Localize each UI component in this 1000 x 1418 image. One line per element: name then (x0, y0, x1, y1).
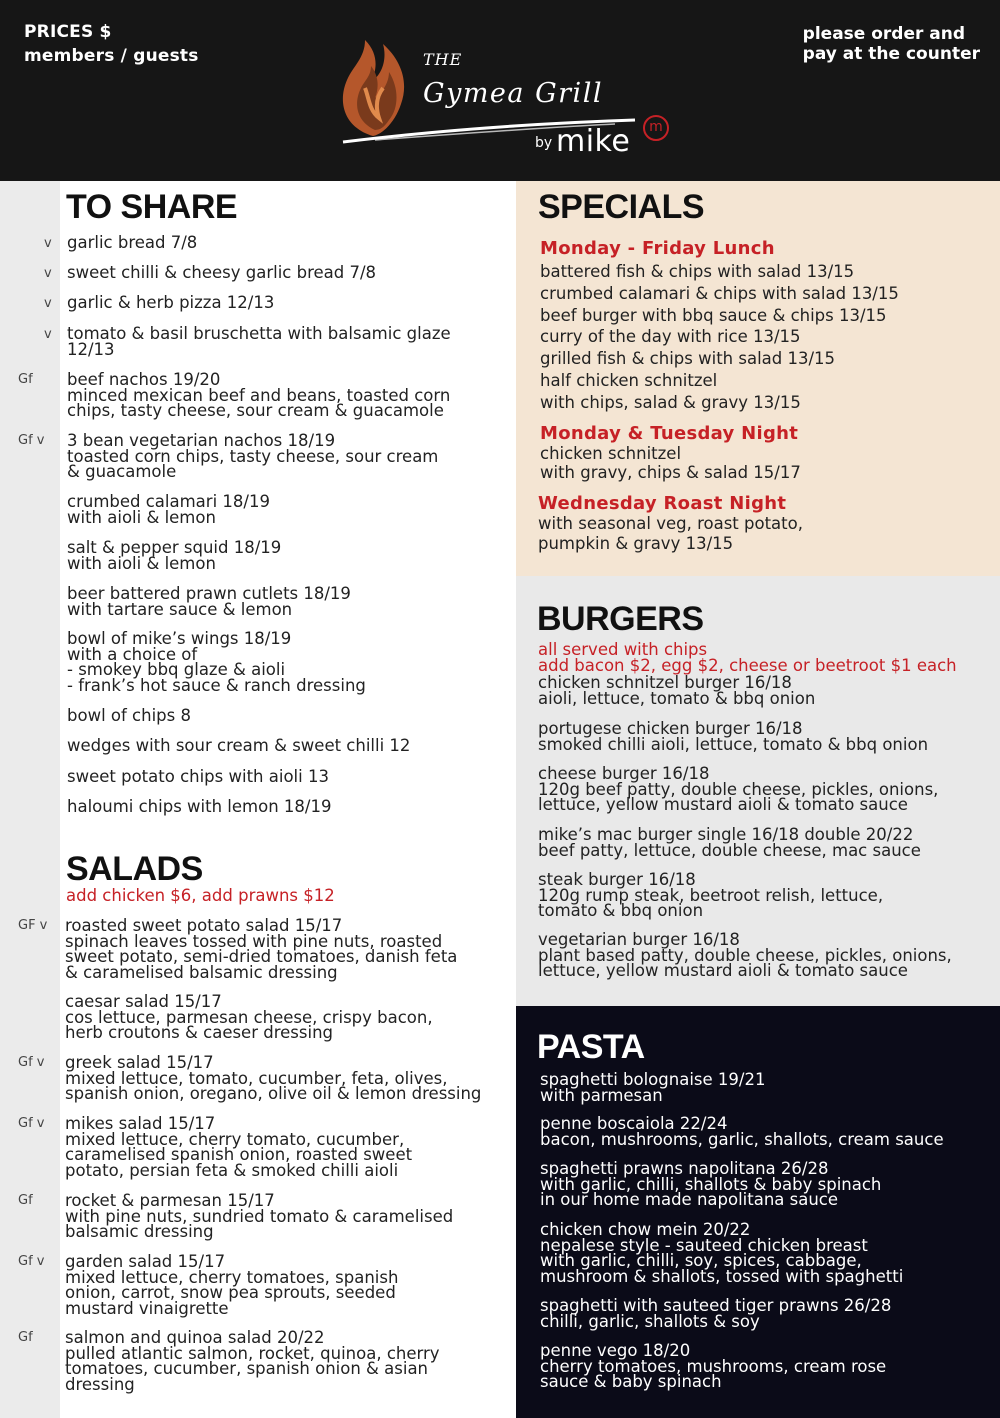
specials-title: SPECIALS (538, 188, 705, 226)
logo-name: Gymea Grill (423, 78, 603, 109)
specials-line: half chicken schnitzel (540, 371, 718, 390)
menu-item: spaghetti with sauteed tiger prawns 26/28 chilli, garlic, shallots & soy (540, 1296, 892, 1331)
dietary-tag: Gf v (18, 433, 45, 448)
dietary-tag: Gf v (18, 1254, 45, 1269)
logo-m-badge: m (643, 115, 669, 141)
menu-item: garden salad 15/17 mixed lettuce, cherry tomatoes, spanish onion, carrot, snow pea sprouts, seeded mustard vinaigrette (65, 1252, 399, 1318)
specials-panel (516, 181, 1000, 576)
gymea-grill-logo (335, 18, 675, 173)
logo-the: THE (423, 50, 463, 69)
dietary-tag: Gf v (18, 1116, 45, 1131)
menu-item: wedges with sour cream & sweet chilli 12 (67, 736, 411, 755)
menu-item: crumbed calamari 18/19 with aioli & lemon (67, 492, 270, 527)
dietary-tag: v (44, 236, 52, 251)
menu-item: cheese burger 16/18 120g beef patty, double cheese, pickles, onions, lettuce, yellow mustard aioli & tomato sauce (538, 764, 939, 814)
dietary-tag: Gf (18, 1330, 33, 1345)
menu-item: greek salad 15/17 mixed lettuce, tomato, cucumber, feta, olives, spanish onion, oregano, olive oil & lemon dressing (65, 1053, 482, 1103)
dietary-tag: v (44, 296, 52, 311)
menu-item: penne boscaiola 22/24 bacon, mushrooms, garlic, shallots, cream sauce (540, 1114, 944, 1149)
menu-item: penne vego 18/20 cherry tomatoes, mushrooms, cream rose sauce & baby spinach (540, 1341, 887, 1391)
menu-item: 3 bean vegetarian nachos 18/19 toasted corn chips, tasty cheese, sour cream & guacamole (67, 431, 439, 481)
dietary-tag: Gf (18, 1193, 33, 1208)
specials-line: battered fish & chips with salad 13/15 (540, 262, 855, 281)
menu-item: beef nachos 19/20 minced mexican beef and beans, toasted corn chips, tasty cheese, sour cream & guacamole (67, 370, 451, 420)
logo-mike: mike (556, 124, 631, 159)
salads-addon-note: add chicken $6, add prawns $12 (66, 886, 335, 905)
menu-item: salt & pepper squid 18/19 with aioli & lemon (67, 538, 282, 573)
burgers-title: BURGERS (537, 600, 704, 638)
specials-heading: Wednesday Roast Night (538, 493, 787, 514)
specials-heading: Monday & Tuesday Night (540, 423, 799, 444)
dietary-tag: v (44, 266, 52, 281)
menu-item: sweet chilli & cheesy garlic bread 7/8 (67, 263, 377, 282)
specials-line: crumbed calamari & chips with salad 13/15 (540, 284, 899, 303)
specials-line: with gravy, chips & salad 15/17 (540, 463, 801, 482)
menu-item: chicken chow mein 20/22 nepalese style - sauteed chicken breast with garlic, chilli, soy, spices, cabbage, mushroom & shallots, tossed with spaghetti (540, 1220, 904, 1286)
to-share-title: TO SHARE (66, 188, 238, 226)
pasta-title: PASTA (537, 1028, 645, 1066)
menu-item: mikes salad 15/17 mixed lettuce, cherry tomato, cucumber, caramelised spanish onion, roasted sweet potato, persian feta & smoked chilli aioli (65, 1114, 413, 1180)
specials-line: with seasonal veg, roast potato, (538, 514, 803, 533)
menu-item: bowl of chips 8 (67, 706, 191, 725)
specials-line: grilled fish & chips with salad 13/15 (540, 349, 836, 368)
burgers-panel (516, 576, 1000, 1006)
menu-item: bowl of mike’s wings 18/19 with a choice of - smokey bbq glaze & aioli - frank’s hot sauce & ranch dressing (67, 629, 366, 695)
menu-item: chicken schnitzel burger 16/18 aioli, lettuce, tomato & bbq onion (538, 673, 816, 708)
menu-item: rocket & parmesan 15/17 with pine nuts, sundried tomato & caramelised balsamic dressing (65, 1191, 454, 1241)
salads-title: SALADS (66, 850, 203, 888)
specials-line: with chips, salad & gravy 13/15 (540, 393, 801, 412)
dietary-tag: GF v (18, 918, 48, 933)
specials-line: pumpkin & gravy 13/15 (538, 534, 734, 553)
dietary-tag: v (44, 327, 52, 342)
burgers-note: all served with chips add bacon $2, egg $2, cheese or beetroot $1 each (538, 640, 957, 675)
menu-item: spaghetti bolognaise 19/21 with parmesan (540, 1070, 766, 1105)
specials-line: beef burger with bbq sauce & chips 13/15 (540, 306, 887, 325)
menu-item: salmon and quinoa salad 20/22 pulled atlantic salmon, rocket, quinoa, cherry tomatoes, cucumber, spanish onion & asian dressing (65, 1328, 440, 1394)
menu-item: spaghetti prawns napolitana 26/28 with garlic, chilli, shallots & baby spinach in our home made napolitana sauce (540, 1159, 882, 1209)
dietary-tag-strip (0, 181, 60, 1418)
order-line-2: pay at the counter (802, 44, 980, 64)
menu-item: steak burger 16/18 120g rump steak, beetroot relish, lettuce, tomato & bbq onion (538, 870, 884, 920)
dietary-tag: Gf v (18, 1055, 45, 1070)
specials-heading: Monday - Friday Lunch (540, 238, 775, 259)
menu-item: portugese chicken burger 16/18 smoked chilli aioli, lettuce, tomato & bbq onion (538, 719, 929, 754)
dietary-tag: Gf (18, 372, 33, 387)
menu-item: mike’s mac burger single 16/18 double 20/22 beef patty, lettuce, double cheese, mac sauce (538, 825, 921, 860)
menu-item: caesar salad 15/17 cos lettuce, parmesan cheese, crispy bacon, herb croutons & caeser dressing (65, 992, 433, 1042)
menu-item: roasted sweet potato salad 15/17 spinach leaves tossed with pine nuts, roasted sweet potato, semi-dried tomatoes, danish feta & caramelised balsamic dressing (65, 916, 458, 982)
menu-item: tomato & basil bruschetta with balsamic glaze 12/13 (67, 324, 451, 359)
specials-line: curry of the day with rice 13/15 (540, 327, 801, 346)
prices-legend (24, 20, 199, 68)
header-bar (0, 0, 1000, 181)
pasta-panel (516, 1006, 1000, 1418)
menu-item: beer battered prawn cutlets 18/19 with tartare sauce & lemon (67, 584, 351, 619)
specials-line: chicken schnitzel (540, 444, 682, 463)
logo-by: by (535, 135, 553, 151)
menu-item: vegetarian burger 16/18 plant based patty, double cheese, pickles, onions, lettuce, yellow mustard aioli & tomato sauce (538, 930, 952, 980)
menu-item: garlic bread 7/8 (67, 233, 198, 252)
prices-label: PRICES $ (24, 22, 112, 42)
menu-item: haloumi chips with lemon 18/19 (67, 797, 332, 816)
menu-item: garlic & herb pizza 12/13 (67, 293, 275, 312)
menu-item: sweet potato chips with aioli 13 (67, 767, 329, 786)
order-line-1: please order and (802, 24, 966, 44)
order-notice (803, 24, 980, 64)
members-guests-label: members / guests (24, 46, 199, 66)
